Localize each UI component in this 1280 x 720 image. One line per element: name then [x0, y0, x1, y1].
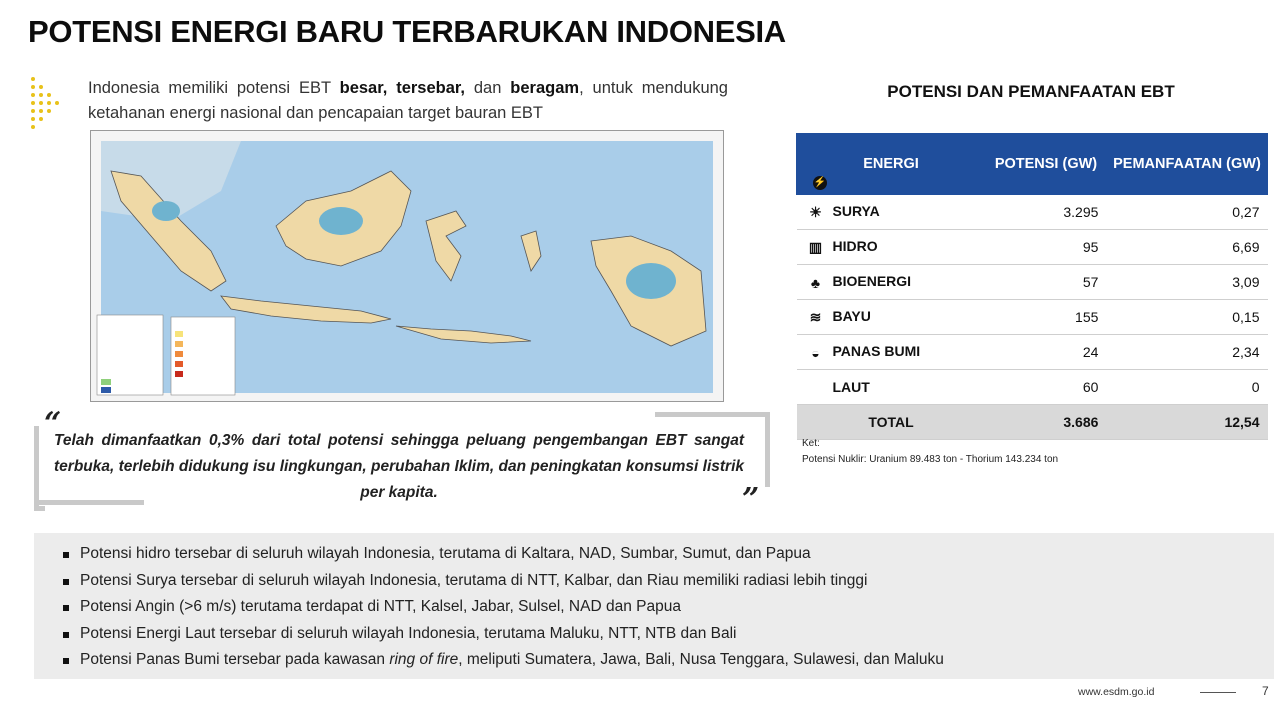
bullet-italic: ring of fire	[389, 651, 459, 668]
bullet-panel	[34, 533, 1274, 679]
pemanfaatan-cell: 3,09	[1106, 265, 1267, 300]
potensi-cell: 95	[986, 230, 1107, 265]
dam-icon: ▥	[808, 238, 823, 255]
list-item	[80, 647, 1274, 674]
bullet-text: , meliputi Sumatera, Jawa, Bali, Nusa Tenggara, Sulawesi, dan Maluku	[458, 651, 944, 668]
energy-cell	[797, 335, 986, 370]
energy-name: HIDRO	[832, 238, 878, 255]
note-label: Ket:	[802, 438, 820, 449]
header-energi	[797, 134, 986, 195]
geothermal-icon: ◒	[811, 344, 820, 361]
list-item: Potensi Surya tersebar di seluruh wilayah Indonesia, terutama di NTT, Kalbar, dan Riau memiliki radiasi lebih tinggi	[80, 568, 1274, 595]
bullet-list	[34, 533, 1274, 674]
table-note	[802, 436, 1058, 468]
footer-divider	[1200, 692, 1236, 693]
energy-name: SURYA	[832, 203, 880, 220]
total-label: TOTAL	[797, 405, 986, 440]
energy-cell	[797, 300, 986, 335]
energy-cell	[797, 230, 986, 265]
pemanfaatan-cell: 0,27	[1106, 195, 1267, 230]
energy-cell	[797, 195, 986, 230]
table-row	[797, 195, 1268, 230]
energy-cell	[797, 370, 986, 405]
table-row	[797, 370, 1268, 405]
table-row	[797, 265, 1268, 300]
ebt-table	[796, 133, 1268, 440]
potensi-cell: 57	[986, 265, 1107, 300]
intro-text	[88, 76, 728, 126]
list-item: Potensi hidro tersebar di seluruh wilayah Indonesia, terutama di Kaltara, NAD, Sumbar, Sumut, dan Papua	[80, 541, 1274, 568]
indonesia-solar-potential-map	[90, 130, 724, 402]
pemanfaatan-cell: 6,69	[1106, 230, 1267, 265]
potensi-cell: 24	[986, 335, 1107, 370]
page-title: POTENSI ENERGI BARU TERBARUKAN INDONESIA	[28, 14, 786, 49]
solar-icon: ☀	[809, 203, 822, 220]
table-header-row	[797, 134, 1268, 195]
footer-url[interactable]: www.esdm.go.id	[1078, 686, 1155, 698]
quote-open-mark: “	[44, 406, 62, 441]
wind-icon: ≋	[809, 308, 822, 325]
intro-bold: besar, tersebar,	[339, 79, 465, 97]
pemanfaatan-cell: 0,15	[1106, 300, 1267, 335]
energy-cell	[797, 265, 986, 300]
table-row	[797, 335, 1268, 370]
pemanfaatan-cell: 0	[1106, 370, 1267, 405]
intro-part: Indonesia memiliki potensi EBT	[88, 79, 340, 97]
page-number: 7	[1262, 684, 1269, 698]
map-image	[91, 131, 723, 401]
decorative-dots-icon	[30, 76, 60, 134]
quote-box	[34, 406, 770, 517]
bullet-text: Potensi Panas Bumi tersebar pada kawasan	[80, 651, 390, 668]
energy-name: LAUT	[832, 379, 870, 395]
intro-bold: beragam	[510, 79, 580, 97]
potensi-cell: 155	[986, 300, 1107, 335]
intro-part: dan	[465, 79, 511, 97]
table-total-row	[797, 405, 1268, 440]
total-potensi: 3.686	[986, 405, 1107, 440]
intro-part: , untuk mendukung ketahanan energi nasional dan pencapaian target bauran EBT	[88, 79, 728, 122]
note-text: Potensi Nuklir: Uranium 89.483 ton - Thorium 143.234 ton	[802, 454, 1059, 465]
lightning-icon: ⚡	[813, 177, 827, 188]
pemanfaatan-cell: 2,34	[1106, 335, 1267, 370]
list-item: Potensi Energi Laut tersebar di seluruh wilayah Indonesia, terutama Maluku, NTT, NTB dan Bali	[80, 621, 1274, 648]
list-item: Potensi Angin (>6 m/s) terutama terdapat di NTT, Kalsel, Jabar, Sulsel, NAD dan Papua	[80, 594, 1274, 621]
plant-icon: ♣	[810, 274, 821, 291]
table-title: POTENSI DAN PEMANFAATAN EBT	[887, 82, 1175, 101]
header-potensi: POTENSI (GW)	[986, 134, 1107, 195]
table-row	[797, 300, 1268, 335]
energy-name: BIOENERGI	[832, 273, 912, 290]
potensi-cell: 60	[986, 370, 1107, 405]
table-row	[797, 230, 1268, 265]
quote-close-mark: ”	[742, 482, 760, 517]
quote-text: Telah dimanfaatkan 0,3% dari total potensi sehingga peluang pengembangan EBT sangat terbuka, terlebih didukung isu lingkungan, perubahan Iklim, dan peningkatan konsumsi listrik per kapita.	[54, 432, 744, 501]
total-pemanfaatan: 12,54	[1106, 405, 1267, 440]
header-label: ENERGI	[863, 156, 919, 172]
energy-name: BAYU	[832, 308, 871, 325]
header-pemanfaatan: PEMANFAATAN (GW)	[1106, 134, 1267, 195]
potensi-cell: 3.295	[986, 195, 1107, 230]
energy-name: PANAS BUMI	[832, 343, 921, 360]
